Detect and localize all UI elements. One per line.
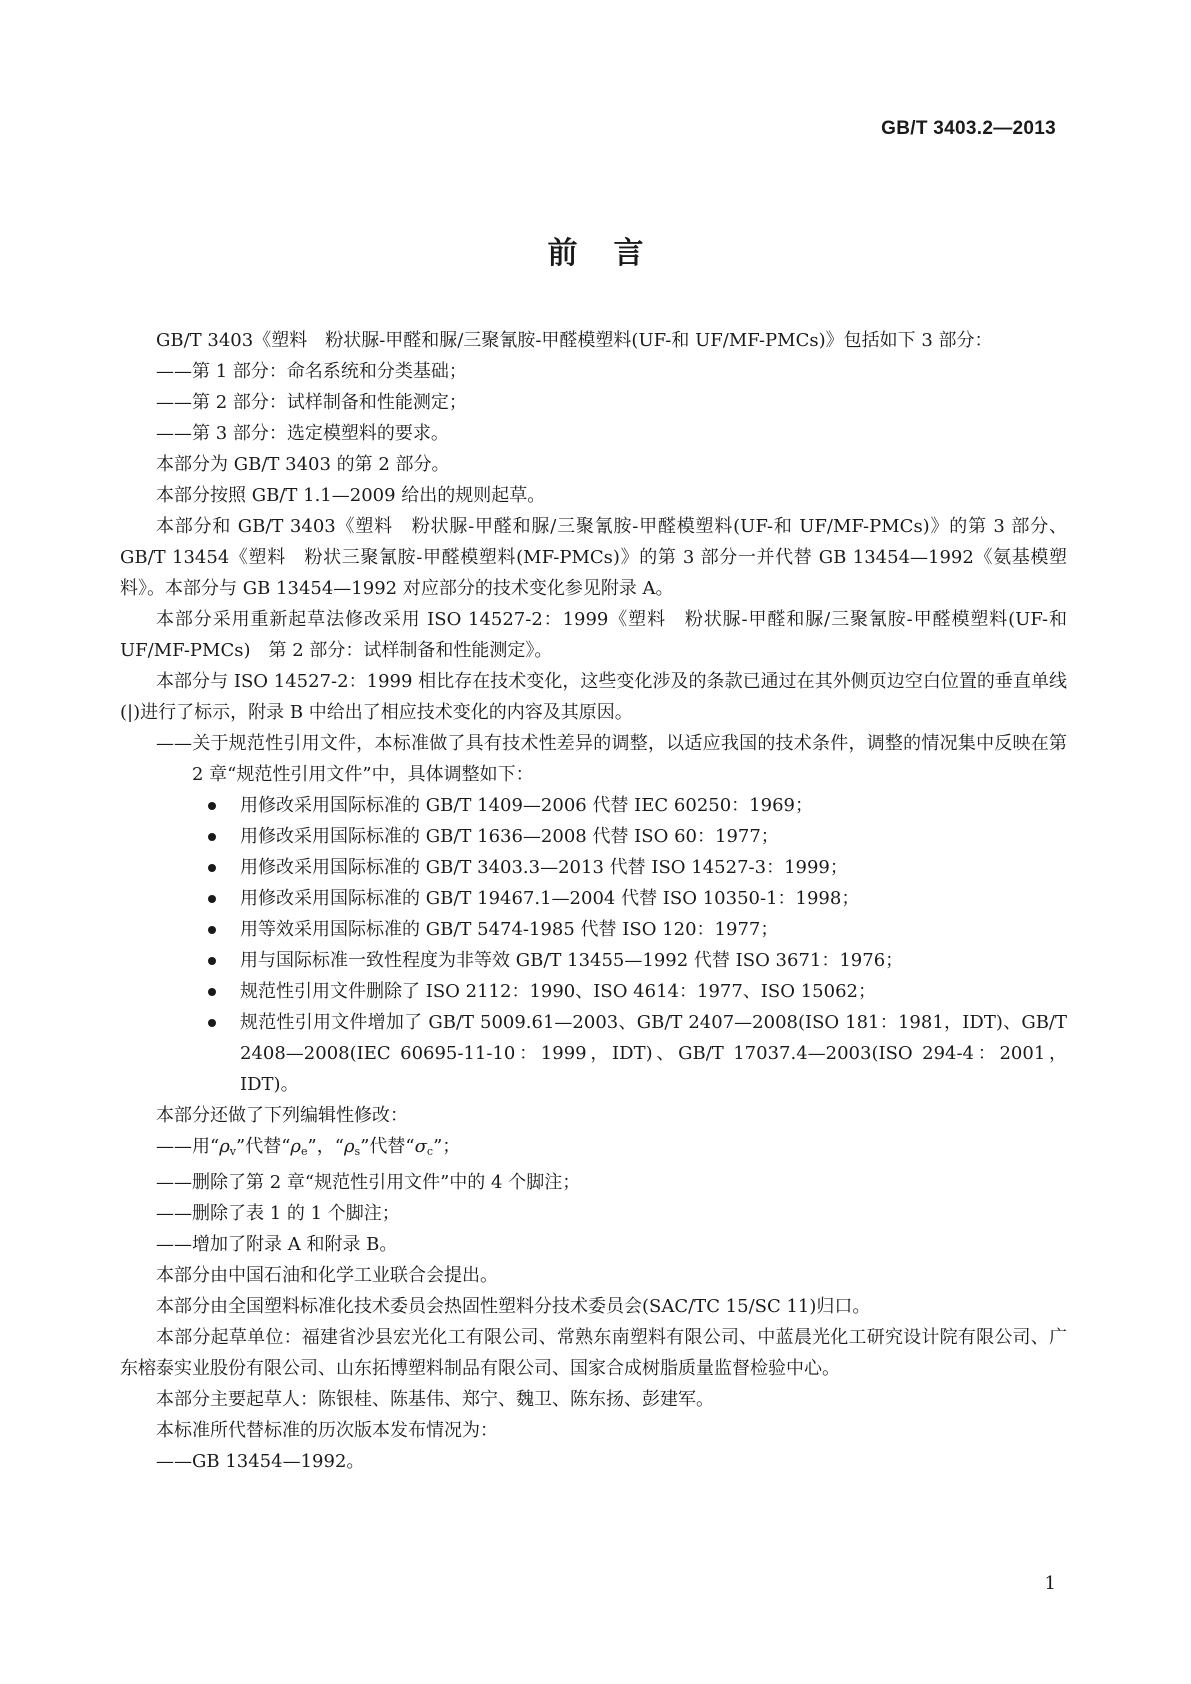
rho-symbol: ρ xyxy=(343,1136,355,1157)
part-1-item: ——第 1 部分：命名系统和分类基础； xyxy=(156,361,467,382)
subscript: c xyxy=(426,1145,434,1158)
sigma-symbol: σ xyxy=(414,1136,427,1157)
adjustment-item: 规范性引用文件增加了 GB/T 5009.61—2003、GB/T 2407—2008(ISO 181：1981，IDT)、GB/T 2408—2008(IEC 60695-11-10：1999，IDT)、GB/T 17037.4—2003(ISO 294-4：2001，IDT)。 xyxy=(208,1007,1067,1100)
scope-paragraph: 本部分为 GB/T 3403 的第 2 部分。 xyxy=(156,454,450,475)
editorial-item: ——删除了第 2 章“规范性引用文件”中的 4 个脚注； xyxy=(156,1172,581,1193)
rho-symbol: ρ xyxy=(290,1136,302,1157)
adjustment-item: 规范性引用文件删除了 ISO 2112：1990、ISO 4614：1977、ISO 15062； xyxy=(208,976,1067,1007)
symbol-text: ”代替“ xyxy=(360,1136,415,1157)
symbol-text: ——用“ xyxy=(156,1136,220,1157)
history-item: ——GB 13454—1992。 xyxy=(156,1451,365,1472)
standard-number: GB/T 3403.2—2013 xyxy=(881,118,1056,139)
committee-paragraph: 本部分由全国塑料标准化技术委员会热固性塑料分技术委员会(SAC/TC 15/SC 11)归口。 xyxy=(156,1296,871,1317)
adoption-paragraph: 本部分采用重新起草法修改采用 ISO 14527-2：1999《塑料 粉状脲-甲醛和脲/三聚氰胺-甲醛模塑料(UF-和 UF/MF-PMCs) 第 2 部分：试样制备和性能测定》。 xyxy=(120,609,1067,661)
adjustment-item: 用修改采用国际标准的 GB/T 1409—2006 代替 IEC 60250：1969； xyxy=(208,790,1067,821)
drafters-paragraph: 本部分主要起草人：陈银桂、陈基伟、郑宁、魏卫、陈东扬、彭建军。 xyxy=(156,1389,714,1410)
symbol-text: ”代替“ xyxy=(236,1136,291,1157)
editorial-item: ——增加了附录 A 和附录 B。 xyxy=(156,1234,398,1255)
replacement-paragraph: 本部分和 GB/T 3403《塑料 粉状脲-甲醛和脲/三聚氰胺-甲醛模塑料(UF-和 UF/MF-PMCs)》的第 3 部分、GB/T 13454《塑料 粉状三聚氰胺-甲醛模塑料(MF-PMCs)》的第 3 部分一并代替 GB 13454—1992《氨基模塑料》。本部分与 GB 13454—1992 对应部分的技术变化参见附录 A。 xyxy=(120,516,1067,599)
drafting-units-paragraph: 本部分起草单位：福建省沙县宏光化工有限公司、常熟东南塑料有限公司、中蓝晨光化工研究设计院有限公司、广东榕泰实业股份有限公司、山东拓博塑料制品有限公司、国家合成树脂质量监督检验中心。 xyxy=(120,1327,1067,1379)
subscript: v xyxy=(229,1145,237,1158)
foreword-body xyxy=(120,325,1067,1477)
subscript: e xyxy=(301,1145,308,1158)
editorial-item: ——删除了表 1 的 1 个脚注； xyxy=(156,1203,400,1224)
page-title: 前言 xyxy=(547,236,680,271)
normative-reference-intro: ——关于规范性引用文件，本标准做了具有技术性差异的调整，以适应我国的技术条件，调整的情况集中反映在第 2 章“规范性引用文件”中，具体调整如下： xyxy=(156,733,1067,785)
symbol-text: ”，“ xyxy=(307,1136,344,1157)
symbol-text: ”； xyxy=(433,1136,461,1157)
proposer-paragraph: 本部分由中国石油和化学工业联合会提出。 xyxy=(156,1265,498,1286)
history-intro: 本标准所代替标准的历次版本发布情况为： xyxy=(156,1420,498,1441)
adjustment-list xyxy=(120,790,1067,1100)
page-number: 1 xyxy=(1044,1573,1056,1594)
adjustment-item: 用修改采用国际标准的 GB/T 3403.3—2013 代替 ISO 14527-3：1999； xyxy=(208,852,1067,883)
part-2-item: ——第 2 部分：试样制备和性能测定； xyxy=(156,392,467,413)
adjustment-item: 用修改采用国际标准的 GB/T 1636—2008 代替 ISO 60：1977； xyxy=(208,821,1067,852)
technical-change-paragraph: 本部分与 ISO 14527-2：1999 相比存在技术变化，这些变化涉及的条款已通过在其外侧页边空白位置的垂直单线(|)进行了标示，附录 B 中给出了相应技术变化的内容及其原因。 xyxy=(120,671,1067,723)
editorial-intro: 本部分还做了下列编辑性修改： xyxy=(156,1105,408,1126)
adjustment-item: 用与国际标准一致性程度为非等效 GB/T 13455—1992 代替 ISO 3671：1976； xyxy=(208,945,1067,976)
rho-symbol: ρ xyxy=(219,1136,230,1157)
drafting-rule-paragraph: 本部分按照 GB/T 1.1—2009 给出的规则起草。 xyxy=(156,485,546,506)
adjustment-item: 用等效采用国际标准的 GB/T 5474-1985 代替 ISO 120：1977； xyxy=(208,914,1067,945)
adjustment-item: 用修改采用国际标准的 GB/T 19467.1—2004 代替 ISO 10350-1：1998； xyxy=(208,883,1067,914)
intro-paragraph: GB/T 3403《塑料 粉状脲-甲醛和脲/三聚氰胺-甲醛模塑料(UF-和 UF/MF-PMCs)》包括如下 3 部分： xyxy=(156,330,993,351)
subscript: s xyxy=(354,1145,361,1158)
editorial-item-symbols xyxy=(120,1131,1067,1167)
part-3-item: ——第 3 部分：选定模塑料的要求。 xyxy=(156,423,449,444)
